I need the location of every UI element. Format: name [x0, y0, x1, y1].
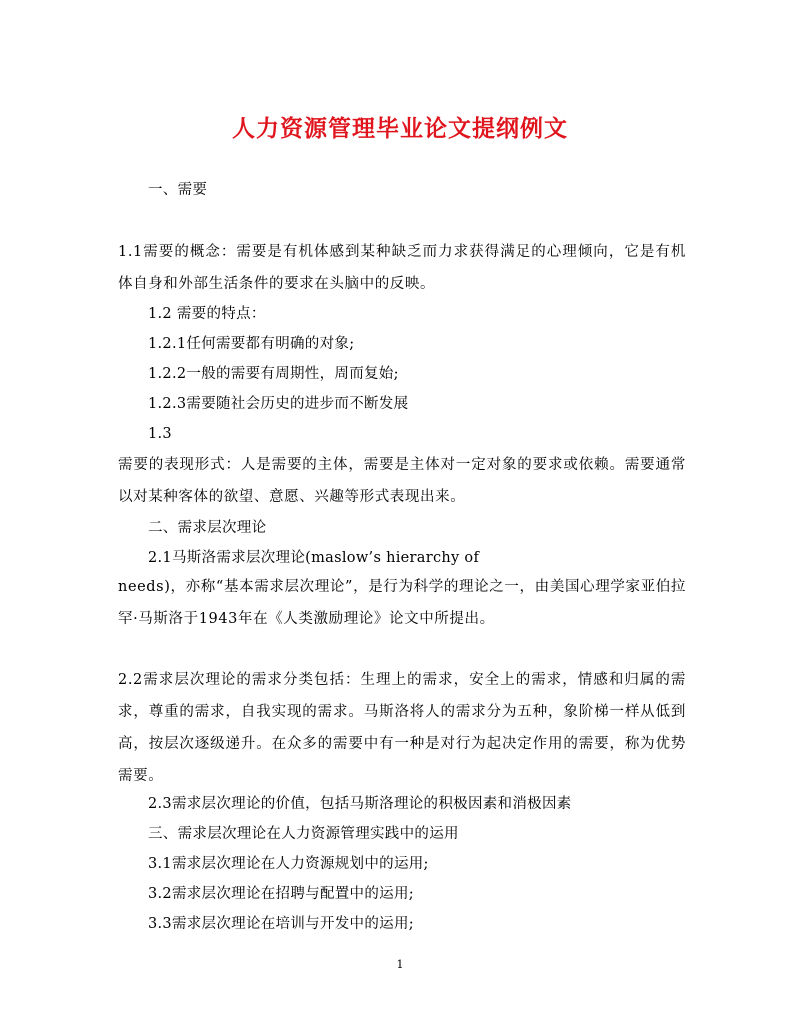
page-number: 1 [396, 958, 404, 971]
list-item-need-feature-3: 1.2.3需要随社会历史的进步而不断发展 [148, 396, 409, 412]
list-item-hr-planning: 3.1需求层次理论在人力资源规划中的运用; [148, 856, 429, 872]
list-item-need-feature-1: 1.2.1任何需要都有明确的对象; [148, 336, 355, 352]
paragraph-maslow-cont: needs)，亦称“基本需求层次理论”，是行为科学的理论之一，由美国心理学家亚伯拉罕·马斯洛于1943年在《人类激励理论》论文中所提出。 [118, 579, 686, 627]
page-title: 人力资源管理毕业论文提纲例文 [232, 115, 568, 142]
list-item-need-feature-2: 1.2.2一般的需要有周期性，周而复始; [148, 366, 399, 382]
list-item-theory-value: 2.3需求层次理论的价值，包括马斯洛理论的积极因素和消极因素 [148, 796, 572, 812]
heading-hierarchy-theory: 二、需求层次理论 [148, 520, 267, 536]
list-item-1-3: 1.3 [148, 426, 172, 442]
paragraph-need-concept: 1.1需要的概念：需要是有机体感到某种缺乏而力求获得满足的心理倾向，它是有机体自身和外部生活条件的要求在头脑中的反映。 [118, 244, 686, 292]
heading-needs: 一、需要 [148, 182, 208, 198]
list-item-maslow-line: 2.1马斯洛需求层次理论(maslow’s hierarchy of [148, 550, 480, 566]
heading-application: 三、需求层次理论在人力资源管理实践中的运用 [148, 826, 459, 842]
paragraph-need-categories: 2.2需求层次理论的需求分类包括：生理上的需求，安全上的需求，情感和归属的需求，尊重的需求，自我实现的需求。马斯洛将人的需求分为五种，象阶梯一样从低到高，按层次逐级递升。在众多的需要中有一种是对行为起决定作用的需要，称为优势需要。 [118, 672, 686, 784]
list-item-need-features: 1.2 需要的特点： [148, 306, 266, 322]
list-item-training: 3.3需求层次理论在培训与开发中的运用; [148, 916, 414, 932]
list-item-recruitment: 3.2需求层次理论在招聘与配置中的运用; [148, 886, 414, 902]
paragraph-need-forms: 需要的表现形式：人是需要的主体，需要是主体对一定对象的要求或依赖。需要通常以对某种客体的欲望、意愿、兴趣等形式表现出来。 [118, 457, 686, 505]
